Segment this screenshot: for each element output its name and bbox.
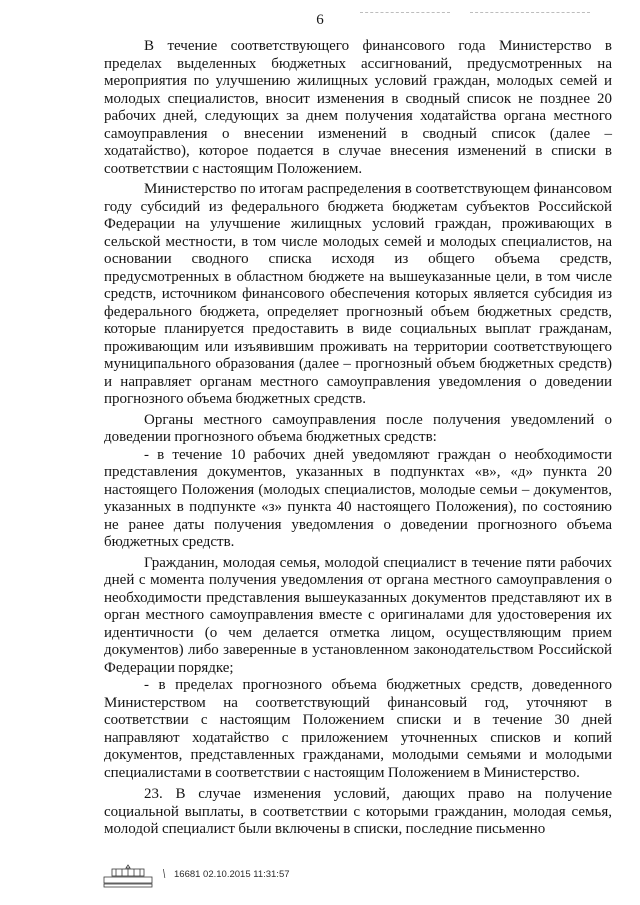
paragraph-ministry-distribution: Министерство по итогам распределения в соответствующем финансовом году субсидий из федерального бюджета бюджетам субъектов Российской Федерации на улучшение жилищных условий граждан, проживающих в сельской местности, в том числе молодых семей и молодых специалистов, на основании сводного списка исходя из общего объема средств, предусмотренных в областном бюджете на вышеуказанные цели, в том числе средств, источником финансового обеспечения которых является субсидия из федерального бюджета, определяет прогнозный объем бюджетных средств, которые планируется предоставить в виде социальных выплат гражданам, проживающим или изъявившим проживать на территории соответствующего муниципального образования (далее – прогнозный объем бюджетных средств) и направляет органам местного самоуправления уведомления о доведении прогнозного объема бюджетных средств. [104, 181, 612, 407]
page-number: 6 [316, 12, 324, 28]
document-footer [102, 861, 402, 891]
paragraph-local-authorities: Органы местного самоуправления после получения уведомлений о доведении прогнозного объема бюджетных средств: [104, 411, 612, 445]
registry-logo-icon [102, 863, 154, 889]
list-item-clarify-lists: - в пределах прогнозного объема бюджетных средств, доведенного Министерством на соответствующий финансовый год, уточняют в соответствии с настоящим Положением списки и в течение 30 дней направляют ходатайство с приложением уточненных списков и копий документов, представленных гражданами, молодыми семьями и молодыми специалистами в соответствии с настоящим Положением в Министерство. [104, 677, 612, 781]
paragraph-financial-year-changes: В течение соответствующего финансового года Министерство в пределах выделенных бюджетных ассигнований, предусмотренных на мероприятия по улучшению жилищных условий граждан, молодых семей и молодых специалистов, вносит изменения в сводный список не позднее 20 рабочих дней, следующих за днем получения ходатайства органа местного самоуправления о внесении изменений в сводный список (далее – ходатайство), которое подается в случае внесения изменений в списки в соответствии с настоящим Положением. [104, 38, 612, 177]
registration-stamp: 16681 02.10.2015 11:31:57 [174, 869, 290, 880]
document-body [104, 38, 612, 839]
signature-mark: \ [162, 867, 166, 882]
list-item-notify-citizens: - в течение 10 рабочих дней уведомляют граждан о необходимости представления документов, указанных в подпунктах «в», «д» пункта 20 настоящего Положения (молодых специалистов, молодые семьи – документов, указанных в подпункте «з» пункта 40 настоящего Положения), по состоянию не ранее даты получения уведомления о доведении прогнозного объема бюджетных средств. [104, 446, 612, 550]
paragraph-citizen-documents: Гражданин, молодая семья, молодой специалист в течение пяти рабочих дней с момента получения уведомления от органа местного самоуправления о необходимости представления вышеуказанных документов представляют их в орган местного самоуправления вместе с оригиналами для удостоверения их идентичности (о чем делается отметка лицом, осуществляющим прием документов) либо заверенные в установленном законодательством Российской Федерации порядке; [104, 554, 612, 676]
paragraph-23-condition-change: 23. В случае изменения условий, дающих право на получение социальной выплаты, в соответствии с которыми гражданин, молодая семья, молодой специалист были включены в списки, последние письменно [104, 786, 612, 837]
